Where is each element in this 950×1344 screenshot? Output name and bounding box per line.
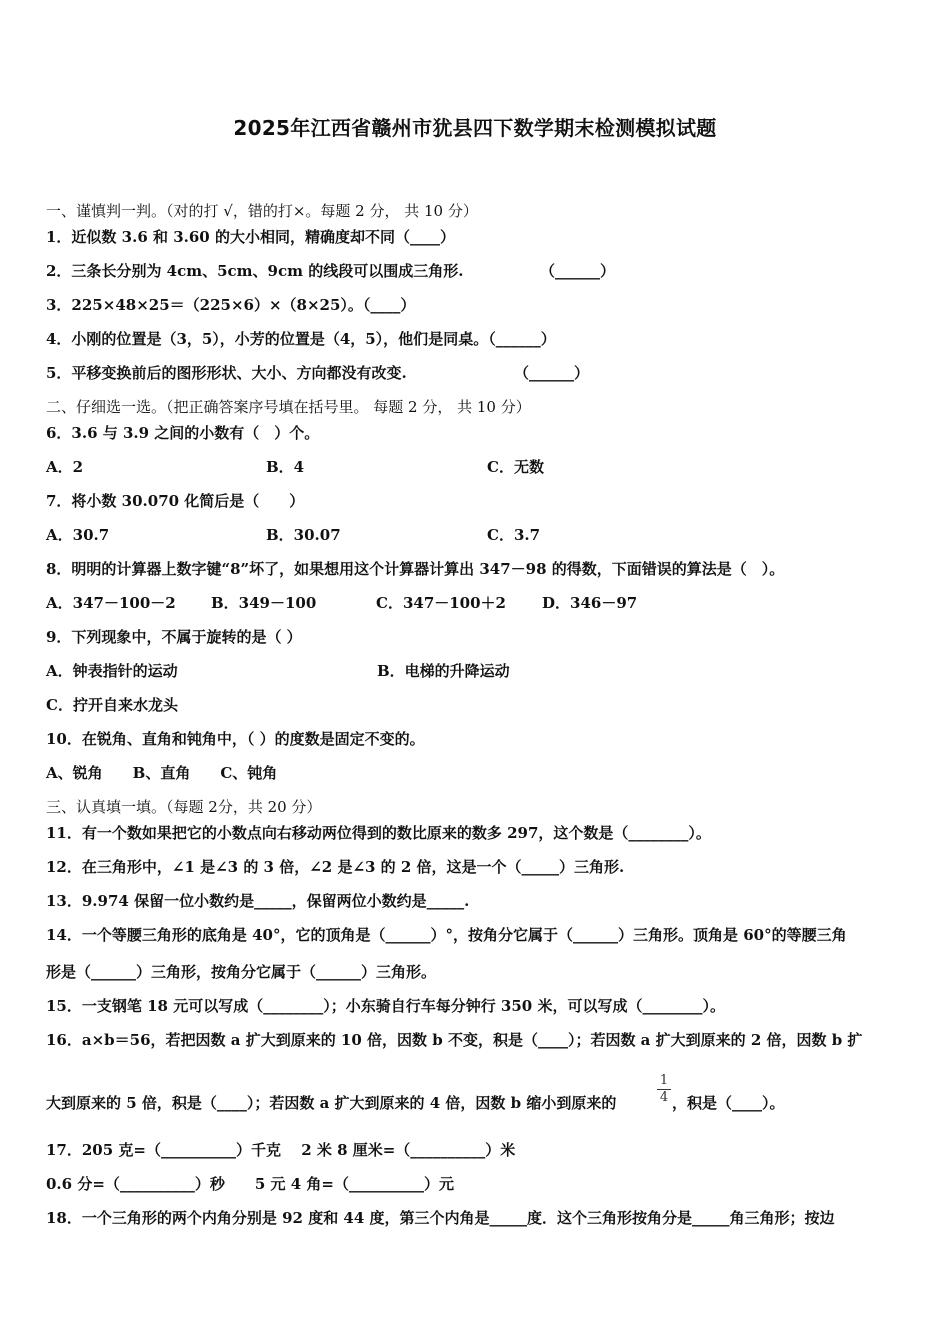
- question-8: 8．明明的计算器上数字键“8”坏了，如果想用这个计算器计算出 347－98 的得数，下面错误的算法是（ ）。: [46, 560, 785, 578]
- section-2-heading: 二、仔细选一选。（把正确答案序号填在括号里。 每题 2 分， 共 10 分）: [46, 398, 531, 416]
- question-12: 12．在三角形中，∠1 是∠3 的 3 倍，∠2 是∠3 的 2 倍，这是一个（_____）三角形.: [46, 858, 625, 876]
- section-1-heading: 一、谨慎判一判。（对的打 √，错的打×。每题 2 分， 共 10 分）: [46, 202, 478, 220]
- question-8-option-d: D．346－97: [542, 594, 638, 612]
- question-4: 4．小刚的位置是（3，5），小芳的位置是（4，5），他们是同桌。（______）: [46, 330, 556, 348]
- question-5: 5．平移变换前后的图形形状、大小、方向都没有改变.: [46, 364, 407, 382]
- question-9-option-a: A．钟表指针的运动: [46, 662, 178, 680]
- question-13: 13．9.974 保留一位小数约是_____，保留两位小数约是_____.: [46, 892, 470, 910]
- section-3-heading: 三、认真填一填。（每题 2分，共 20 分）: [46, 798, 322, 816]
- question-9-option-b: B．电梯的升降运动: [377, 662, 510, 680]
- question-5-blank: （______）: [514, 364, 590, 382]
- page-title: 2025年江西省赣州市犹县四下数学期末检测模拟试题: [233, 116, 717, 140]
- question-17-line-2: 0.6 分=（__________）秒 5 元 4 角=（__________）元: [46, 1175, 454, 1193]
- question-9: 9．下列现象中，不属于旋转的是（ ）: [46, 628, 302, 646]
- question-2: 2．三条长分别为 4cm、5cm、9cm 的线段可以围成三角形.: [46, 262, 464, 280]
- fraction-one-quarter: [657, 1074, 671, 1105]
- question-7-option-c: C．3.7: [487, 526, 541, 544]
- question-7-option-a: A．30.7: [46, 526, 110, 544]
- fraction-denominator: 4: [659, 1090, 669, 1105]
- question-10: 10．在锐角、直角和钝角中，（ ）的度数是固定不变的。: [46, 730, 425, 748]
- question-8-option-a: A．347－100－2: [46, 594, 176, 612]
- question-16-line-2-end: ，积是（____）。: [672, 1094, 785, 1112]
- fraction-numerator: 1: [659, 1073, 669, 1088]
- question-1: 1．近似数 3.6 和 3.60 的大小相同，精确度却不同（____）: [46, 228, 455, 246]
- question-8-option-b: B．349－100: [211, 594, 317, 612]
- question-14-line-1: 14．一个等腰三角形的底角是 40°，它的顶角是（______）°，按角分它属于（______）三角形。顶角是 60°的等腰三角: [46, 926, 847, 944]
- question-16-line-1: 16．a×b＝56，若把因数 a 扩大到原来的 10 倍，因数 b 不变，积是（____）；若因数 a 扩大到原来的 2 倍，因数 b 扩: [46, 1031, 863, 1049]
- question-6-option-b: B．4: [266, 458, 305, 476]
- question-18: 18．一个三角形的两个内角分别是 92 度和 44 度，第三个内角是_____度．这个三角形按角分是_____角三角形；按边: [46, 1209, 835, 1227]
- question-9-option-c: C．拧开自来水龙头: [46, 696, 178, 714]
- question-6: 6．3.6 与 3.9 之间的小数有（ ）个。: [46, 424, 320, 442]
- question-7-option-b: B．30.07: [266, 526, 341, 544]
- question-6-option-c: C．无数: [487, 458, 544, 476]
- question-6-option-a: A．2: [46, 458, 84, 476]
- question-15: 15．一支钢笔 18 元可以写成（________）；小东骑自行车每分钟行 350 米，可以写成（________）。: [46, 997, 725, 1015]
- question-16-line-2: 大到原来的 5 倍，积是（____）；若因数 a 扩大到原来的 4 倍，因数 b 缩小到原来的: [46, 1094, 617, 1112]
- question-14-line-2: 形是（______）三角形，按角分它属于（______）三角形。: [46, 963, 437, 981]
- question-3: 3．225×48×25＝（225×6）×（8×25）。（____）: [46, 296, 416, 314]
- question-8-option-c: C．347－100＋2: [376, 594, 506, 612]
- question-2-blank: （______）: [540, 262, 616, 280]
- question-7: 7．将小数 30.070 化简后是（ ）: [46, 492, 305, 510]
- question-17-line-1: 17．205 克=（__________）千克 2 米 8 厘米=（__________）米: [46, 1141, 516, 1159]
- question-11: 11．有一个数如果把它的小数点向右移动两位得到的数比原来的数多 297，这个数是（________）。: [46, 824, 711, 842]
- question-10-options: A、锐角 B、直角 C、钝角: [46, 764, 278, 782]
